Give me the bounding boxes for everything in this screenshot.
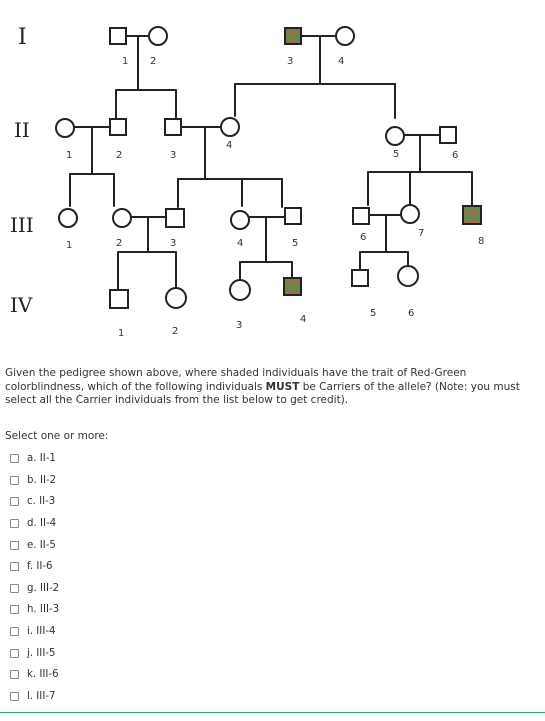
individual-IV-2: [166, 288, 186, 308]
individual-III-2: [113, 209, 131, 227]
individual-number: 4: [300, 314, 307, 325]
answer-options: [10, 448, 59, 707]
generation-label: III: [10, 213, 34, 237]
option-f[interactable]: [10, 556, 59, 578]
individual-number: 8: [478, 236, 485, 247]
individual-number: 5: [292, 238, 299, 249]
individual-I-2: [149, 27, 167, 45]
option-label: b. II-2: [27, 474, 57, 486]
individual-III-3: [166, 209, 184, 227]
question-text-after: be Carriers of the allele? (Note: you must select all the Carrier individuals from the list below to get credit).: [5, 380, 520, 406]
option-k[interactable]: [10, 664, 59, 686]
individual-number: 4: [338, 56, 345, 67]
option-label: a. II-1: [27, 453, 56, 465]
pedigree-chart: [0, 0, 545, 360]
individual-number: 1: [66, 150, 73, 161]
individual-I-1: [110, 28, 126, 44]
option-label: k. III-6: [27, 669, 59, 681]
option-label: j. III-5: [27, 647, 56, 659]
individual-number: 3: [170, 150, 177, 161]
option-label: h. III-3: [27, 604, 60, 616]
individual-II-6: [440, 127, 456, 143]
checkbox[interactable]: [10, 584, 19, 593]
checkbox[interactable]: [10, 497, 19, 506]
checkbox[interactable]: [10, 605, 19, 614]
individual-number: 3: [287, 56, 294, 67]
option-e[interactable]: [10, 534, 59, 556]
select-prompt: Select one or more:: [5, 430, 109, 442]
generation-label: IV: [10, 293, 33, 317]
individual-number: 6: [452, 150, 459, 161]
option-label: l. III-7: [27, 690, 56, 702]
individual-number: 2: [150, 56, 157, 67]
checkbox[interactable]: [10, 649, 19, 658]
option-i[interactable]: [10, 621, 59, 643]
individual-IV-5: [352, 270, 368, 286]
option-label: i. III-4: [27, 626, 56, 638]
individual-number: 3: [170, 238, 177, 249]
checkbox[interactable]: [10, 454, 19, 463]
option-label: c. II-3: [27, 496, 56, 508]
individual-II-2: [110, 119, 126, 135]
individual-I-4: [336, 27, 354, 45]
individual-II-4: [221, 118, 239, 136]
individual-number: 1: [118, 328, 125, 339]
individual-II-5: [386, 127, 404, 145]
option-j[interactable]: [10, 642, 59, 664]
individual-number: 7: [418, 228, 425, 239]
individual-III-5: [285, 208, 301, 224]
checkbox[interactable]: [10, 519, 19, 528]
option-l[interactable]: [10, 686, 59, 708]
checkbox[interactable]: [10, 670, 19, 679]
individual-number: 6: [408, 308, 415, 319]
option-d[interactable]: [10, 513, 59, 535]
individual-number: 6: [360, 232, 367, 243]
individual-number: 4: [226, 140, 233, 151]
option-label: e. II-5: [27, 539, 56, 551]
individual-I-3: [285, 28, 301, 44]
question-text-before: Given the pedigree shown above, where shaded individuals have the trait of Red-Green colorblindness, which of the following individuals: [5, 367, 467, 393]
individual-III-8: [463, 206, 481, 224]
individual-number: 2: [116, 150, 123, 161]
individual-number: 2: [172, 326, 179, 337]
individual-number: 1: [122, 56, 129, 67]
individual-IV-4: [284, 278, 301, 295]
option-label: d. II-4: [27, 518, 57, 530]
checkbox[interactable]: [10, 476, 19, 485]
question-text: [5, 367, 537, 408]
individual-II-3: [165, 119, 181, 135]
question-emphasis: MUST: [265, 380, 300, 393]
individual-number: 1: [66, 240, 73, 251]
option-label: g. III-2: [27, 582, 60, 594]
individual-III-6: [353, 208, 369, 224]
checkbox[interactable]: [10, 627, 19, 636]
option-b[interactable]: [10, 470, 59, 492]
option-c[interactable]: [10, 491, 59, 513]
individual-IV-6: [398, 266, 418, 286]
option-label: f. II-6: [27, 561, 53, 573]
bottom-divider: [0, 712, 545, 713]
individual-number: 3: [236, 320, 243, 331]
option-h[interactable]: [10, 599, 59, 621]
checkbox[interactable]: [10, 541, 19, 550]
individual-number: 4: [237, 238, 244, 249]
individual-III-4: [231, 211, 249, 229]
individual-II-1: [56, 119, 74, 137]
individual-number: 5: [370, 308, 377, 319]
individual-III-7: [401, 205, 419, 223]
checkbox[interactable]: [10, 692, 19, 701]
generation-label: I: [18, 25, 27, 50]
individual-number: 2: [116, 238, 123, 249]
option-g[interactable]: [10, 578, 59, 600]
individual-IV-3: [230, 280, 250, 300]
generation-label: II: [14, 118, 30, 142]
checkbox[interactable]: [10, 562, 19, 571]
individual-III-1: [59, 209, 77, 227]
option-a[interactable]: [10, 448, 59, 470]
individual-IV-1: [110, 290, 128, 308]
individual-number: 5: [393, 149, 400, 160]
